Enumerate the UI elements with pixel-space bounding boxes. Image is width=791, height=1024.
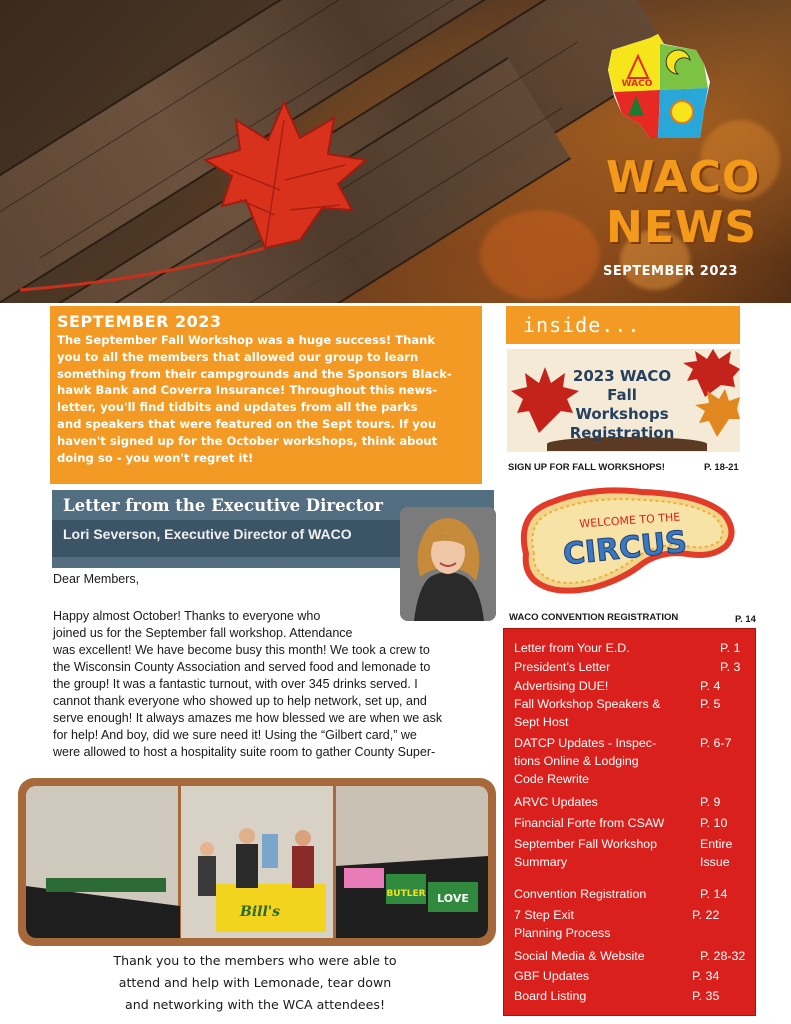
maple-leaf-icon [0,80,460,303]
table-of-contents [503,628,756,1016]
toc-page-line: Issue [700,855,730,870]
toc-title-line: tions Online & Lodging [514,754,639,769]
circus-main-text: CIRCUS [561,524,689,573]
caption-line: Thank you to the members who were able to [113,953,397,968]
hero-photo [0,0,791,303]
logo-text: WACO [621,79,653,89]
circus-top-text: WELCOME TO THE [578,510,681,531]
letter-line: was excellent! We have become busy this month! We took a crew to [53,643,430,657]
toc-page: P. 10 [700,816,728,830]
ad-line: Fall Workshops [575,386,669,423]
toc-title [514,906,694,942]
toc-page: P. 34 [692,969,720,983]
photo-shirt-text: BUTLER [386,889,426,899]
intro-box [50,306,482,484]
toc-title-line: DATCP Updates - Inspec- [514,736,657,750]
toc-title-line: Sept Host [514,715,569,730]
masthead-title-line2: NEWS [606,202,758,253]
letter-line: the group! It was a fantastic turnout, with over 345 drinks served. I [53,677,418,691]
toc-title [514,734,694,789]
event-photo-collage [26,786,488,938]
fall-workshops-ad[interactable] [507,349,740,452]
toc-page: P. 9 [700,795,721,809]
intro-line: haven't signed up for the October workshops, think about [57,433,438,448]
photo-caption [40,950,470,1016]
letter-title: Letter from the Executive Director [63,496,383,515]
caption-line: attend and help with Lemonade, tear down [118,975,392,990]
toc-title: Financial Forte from CSAW [514,816,665,830]
toc-title-line: September Fall Workshop [514,837,658,851]
workshop-page: P. 18-21 [704,462,739,473]
circus-ad[interactable] [512,484,740,606]
toc-title-line: Code Rewrite [514,772,590,787]
photo-banner-text: Bill's [240,904,280,920]
caption-line: and networking with the WCA attendees! [125,997,385,1012]
toc-title [514,835,694,871]
letter-line: for help! And boy, did we sure need it! Using the “Gilbert card,” we [53,728,417,742]
toc-page: P. 22 [692,908,720,922]
toc-title [514,695,694,731]
fall-workshops-ad-text [567,367,677,443]
intro-line: hawk Bank and Coverra Insurance! Throughout this news- [57,383,438,398]
letter-line: joined us for the September fall workshop. Attendance [53,626,353,640]
toc-page: P. 3 [720,660,741,674]
intro-line: and speakers that were featured on the Sept tours. If you [57,416,437,431]
photo-sign-text: LOVE [437,892,469,905]
letter-line: were allowed to host a hospitality suite room to gather County Super- [53,745,436,759]
workshop-caption: SIGN UP FOR FALL WORKSHOPS! [508,462,665,473]
toc-title-line: Summary [514,855,568,870]
toc-page: P. 28-32 [700,949,746,963]
letter-subtitle: Lori Severson, Executive Director of WACO [63,526,352,542]
toc-title-line: 7 Step Exit [514,908,574,922]
toc-page: P. 5 [700,697,721,711]
toc-page-line: Entire [700,837,733,851]
toc-page: P. 1 [720,641,741,655]
event-photo [26,786,488,938]
toc-title: Advertising DUE! [514,679,609,693]
toc-page: P. 14 [700,887,728,901]
letter-line: serve enough! It always amazes me how blessed we are when we ask [53,711,443,725]
waco-logo [600,30,718,142]
issue-date: SEPTEMBER 2023 [603,264,738,279]
toc-page: P. 35 [692,989,720,1003]
ad-line: Registration [569,424,675,442]
toc-title-line: Planning Process [514,926,611,941]
event-photo-frame [18,778,496,946]
letter-line: Happy almost October! Thanks to everyone who [53,609,321,623]
toc-title: Letter from Your E.D. [514,641,630,655]
convention-page: P. 14 [735,614,756,625]
intro-text [57,332,472,466]
inside-label: inside... [506,306,740,344]
ad-line: 2023 WACO [572,367,672,385]
intro-line: The September Fall Workshop was a huge success! Thank [57,333,436,347]
toc-title: Social Media & Website [514,949,645,963]
toc-title: Convention Registration [514,887,647,901]
intro-heading: SEPTEMBER 2023 [57,312,222,331]
toc-page: P. 4 [700,679,721,693]
toc-title: ARVC Updates [514,795,598,809]
toc-title: Board Listing [514,989,587,1003]
convention-caption: WACO CONVENTION REGISTRATION [509,612,679,623]
intro-line: something from their campgrounds and the Sponsors Black- [57,366,452,381]
letter-salutation: Dear Members, [53,572,140,586]
toc-page [700,835,732,871]
intro-line: letter, you'll find tidbits and updates from all the parks [57,400,418,415]
intro-line: doing so - you won't regret it! [57,450,254,465]
toc-title: GBF Updates [514,969,590,983]
toc-title-line: Fall Workshop Speakers & [514,697,661,711]
masthead-title-line1: WACO [606,152,761,203]
toc-title: President’s Letter [514,660,611,674]
intro-line: you to all the members that allowed our group to learn [57,349,419,364]
letter-line: the Wisconsin County Association and served food and lemonade to [53,660,431,674]
director-portrait [400,507,496,621]
letter-line: cannot thank everyone who showed up to help network, set up, and [53,694,427,708]
toc-page: P. 6-7 [700,736,732,750]
